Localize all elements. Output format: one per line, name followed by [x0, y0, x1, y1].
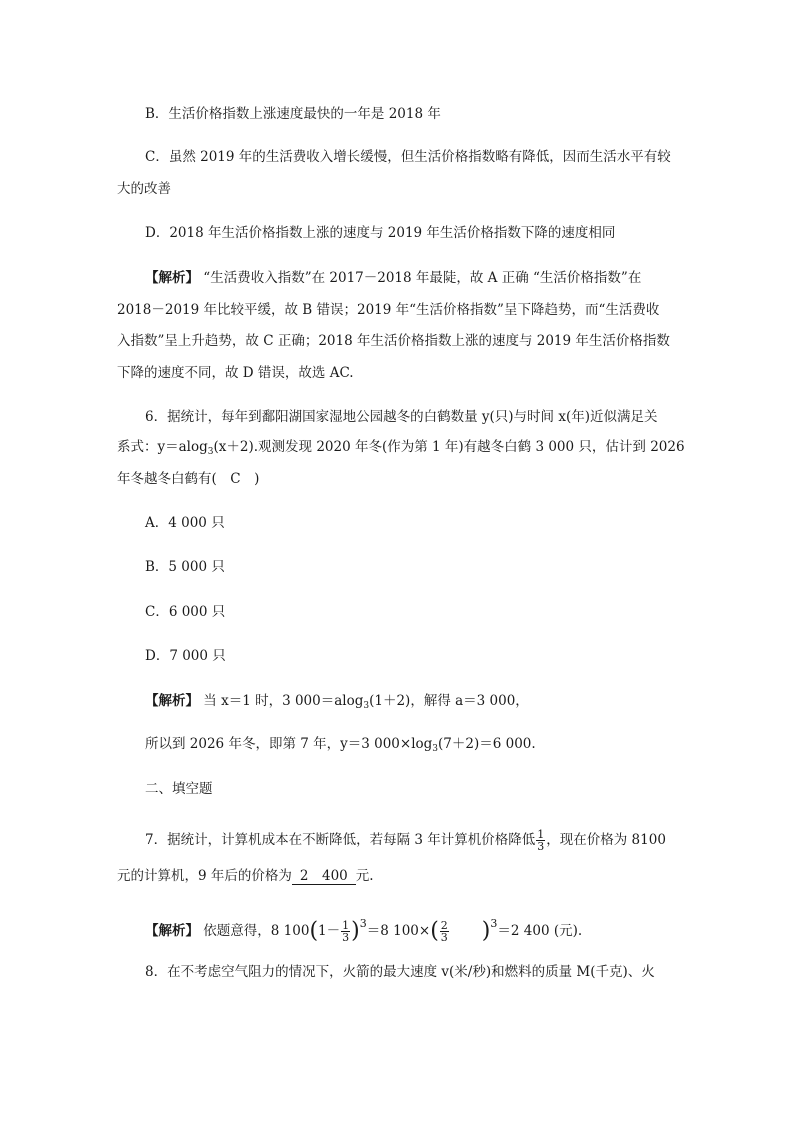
- fraction-denominator: 3: [342, 931, 350, 944]
- q5-analysis-line4: 下降的速度不同，故 D 错误，故选 AC.: [117, 365, 354, 381]
- q5-analysis-line3: 入指数”呈上升趋势，故 C 正确；2018 年生活价格指数上涨的速度与 2019 年生活价格指数: [117, 333, 670, 349]
- q6-option-b: B．5 000 只: [145, 559, 225, 575]
- q6-option-a: A．4 000 只: [145, 515, 225, 531]
- analysis-text: (7＋2)＝6 000.: [438, 736, 536, 752]
- fraction-denominator: 3: [440, 931, 448, 944]
- q6-stem-text: (x＋2).观测发现 2020 年冬(作为第 1 年)有越冬白鹤 3 000 只，估计到 2026: [213, 439, 685, 455]
- analysis-text: “生活费收入指数”在 2017－2018 年最陡，故 A 正确 “生活价格指数”在: [203, 270, 642, 286]
- q7-stem-text: 元的计算机，9 年后的价格为: [117, 868, 292, 884]
- close-paren: ): [481, 918, 491, 944]
- analysis-text: 1－: [318, 923, 341, 939]
- q7-stem-text: 元.: [355, 868, 374, 884]
- q6-option-c: C．6 000 只: [145, 604, 226, 620]
- q7-stem-line1: [145, 829, 666, 852]
- section-title: 二、填空题: [145, 781, 213, 797]
- q6-analysis-line1: [145, 692, 529, 715]
- fraction-numerator: 1: [342, 919, 350, 932]
- analysis-text: 所以到 2026 年冬，即第 7 年，y＝3 000×log: [145, 736, 433, 752]
- open-paren: (: [430, 918, 439, 944]
- q6-stem-line1: 6．据统计，每年到鄱阳湖国家湿地公园越冬的白鹤数量 y(只)与时间 x(年)近似满足关: [145, 409, 658, 425]
- q6-option-d: D．7 000 只: [145, 648, 226, 664]
- analysis-label: 【解析】: [145, 270, 199, 286]
- q5-analysis-line1: [145, 269, 641, 287]
- q7-stem-line2: [117, 867, 374, 885]
- q6-stem-line2: [117, 438, 685, 461]
- q6-stem-line3: 年冬越冬白鹤有( C ): [117, 471, 260, 487]
- fraction-numerator: 1: [537, 828, 545, 841]
- log-base: 3: [432, 744, 439, 754]
- q5-option-c-line1: C．虽然 2019 年的生活费收入增长缓慢，但生活价格指数略有降低，因而生活水平有较: [145, 149, 671, 165]
- analysis-text: 依题意得，8 100: [203, 923, 310, 939]
- fraction-numerator: 2: [440, 919, 448, 932]
- analysis-label: 【解析】: [145, 923, 199, 939]
- exponent: 3: [359, 917, 367, 930]
- analysis-text: ＝8 100×: [366, 923, 431, 939]
- analysis-text: 当 x＝1 时，3 000＝alog: [203, 693, 364, 709]
- q5-analysis-line2: 2018－2019 年比较平缓，故 B 错误；2019 年“生活价格指数”呈下降趋势，而“生活费收: [117, 302, 660, 318]
- fraction-denominator: 3: [537, 840, 545, 853]
- q5-option-c-line2: 大的改善: [117, 181, 171, 197]
- analysis-text: (1＋2)，解得 a＝3 000，: [369, 693, 529, 709]
- fraction-one-third: [341, 920, 350, 943]
- analysis-text: ＝2 400 (元).: [497, 923, 583, 939]
- analysis-label: 【解析】: [145, 693, 199, 709]
- q5-option-d: D．2018 年生活价格指数上涨的速度与 2019 年生活价格指数下降的速度相同: [145, 225, 616, 241]
- open-paren: (: [309, 918, 319, 944]
- q5-option-b: B．生活价格指数上涨速度最快的一年是 2018 年: [145, 106, 441, 122]
- fraction-one-third: [536, 829, 545, 852]
- log-base: 3: [207, 447, 214, 457]
- close-paren: ): [351, 918, 360, 944]
- q7-stem-text: 7．据统计，计算机成本在不断降低，若每隔 3 年计算机价格降低: [145, 832, 536, 848]
- q7-stem-text: ，现在价格为 8100: [546, 832, 666, 848]
- q8-stem-line1: 8．在不考虑空气阻力的情况下，火箭的最大速度 v(米/秒)和燃料的质量 M(千克)、火: [145, 964, 655, 980]
- log-base: 3: [363, 701, 370, 711]
- q6-analysis-line2: [145, 735, 536, 758]
- q7-analysis: [145, 915, 582, 943]
- fraction-two-thirds: [440, 920, 449, 943]
- answer-blank: 2 400: [292, 868, 356, 885]
- q6-stem-text: 系式：y＝alog: [117, 439, 208, 455]
- exponent: 3: [490, 917, 498, 930]
